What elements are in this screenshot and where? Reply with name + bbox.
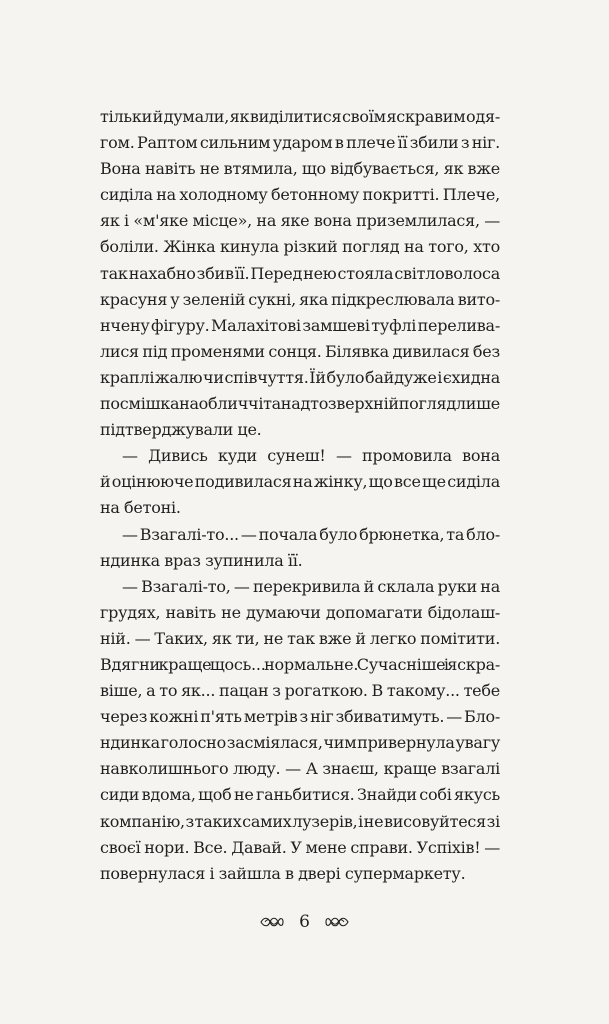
page-number: 6 [299,912,310,932]
text-line: — Дивись куди сунеш! — промовила вона [122,446,500,466]
text-line: — Взагалі-то... — почала було брюнетка, та бло- [122,524,501,544]
text-line: ній. — Таких, як ти, не так вже й легко помітити. [100,628,501,648]
text-line: так нахабно збив її. Перед нею стояла світловолоса [100,263,500,283]
text-line: краплі жалю чи співчуття. Їй було байдуже і єхидна [100,367,501,387]
text-line: Вона навіть не втямила, що відбувається, як вже [100,159,500,179]
text-line: своєї нори. Все. Давай. У мене справи. Успіхів! — [100,837,501,857]
text-line: сиділа на холодному бетонному покритті. Плече, [100,185,500,205]
text-line: підтверджували це. [100,420,262,440]
text-line: Вдягни краще щось... нормальне. Сучасніше і яскра- [100,654,501,674]
text-line: гом. Раптом сильним ударом в плече її збили з ніг. [100,133,501,153]
knot-ornament-icon [259,915,285,929]
page-footer [0,912,609,932]
text-line: тільки й думали, як виділитися своїм яскравим одя- [100,107,500,126]
text-line: красуня у зеленій сукні, яка підкреслювала вито- [100,289,501,309]
text-line: через кожні п'ять метрів з ніг збиватимуть. — Бло- [100,707,501,727]
knot-ornament-icon [324,915,350,929]
text-line: нчену фігуру. Малахітові замшеві туфлі перелива- [100,315,500,335]
text-line: грудях, навіть не думаючи допомагати бідолаш- [100,602,500,622]
text-line: віше, а то як... пацан з рогаткою. В такому... тебе [100,681,500,701]
text-line: лися під променями сонця. Білявка дивилася без [100,341,500,361]
text-line: компанію, з таких самих лузерів, і не висовуйтеся зі [100,811,500,831]
text-line: на бетоні. [100,498,181,518]
body-text [100,104,500,887]
text-line: ндинка голосно засміялася, чим привернула увагу [100,733,500,753]
text-line: ндинка враз зупинила її. [100,550,303,570]
text-line: сиди вдома, щоб не ганьбитися. Знайди собі якусь [100,785,500,805]
text-line: — Взагалі-то, — перекривила й склала руки на [122,576,500,596]
text-line: посмішка на обличчі та надто зверхній погляд лише [100,394,500,414]
text-line: й оцінююче подивилася на жінку, що все ще сиділа [100,472,500,492]
text-line: боліли. Жінка кинула різкий погляд на того, хто [100,237,501,257]
text-line: навколишнього люду. — А знаєш, краще взагалі [100,759,500,779]
text-line: як і «м'яке місце», на яке вона приземлилася, — [100,211,500,231]
text-line: повернулася і зайшла в двері супермаркету. [100,863,466,883]
